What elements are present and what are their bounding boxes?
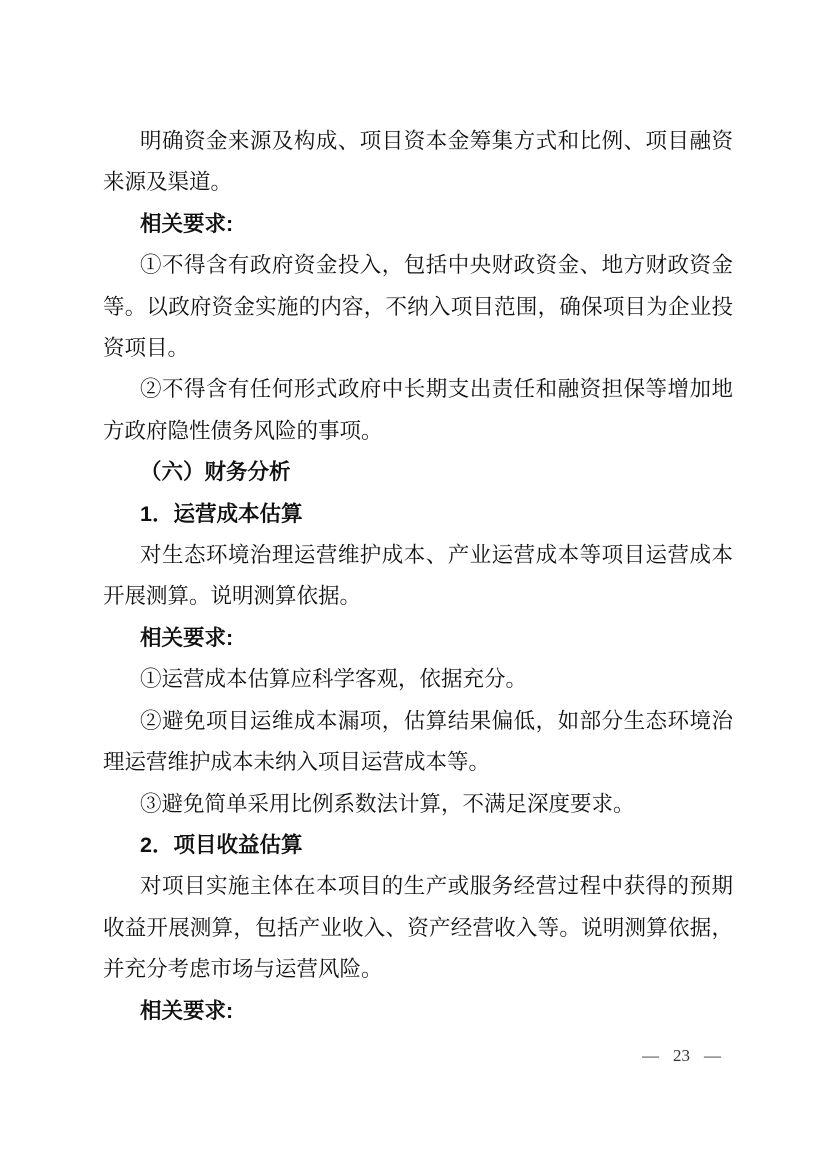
paragraph-item-avoid-omissions: ②避免项目运维成本漏项，估算结果偏低，如部分生态环境治理运营维护成本未纳入项目运营成本等。 bbox=[103, 708, 733, 775]
paragraph-funding-sources: 明确资金来源及构成、项目资本金筹集方式和比例、项目融资来源及渠道。 bbox=[103, 129, 733, 195]
paragraph-revenue-estimate-body: 对项目实施主体在本项目的生产或服务经营过程中获得的预期收益开展测算，包括产业收入、资产经营收入等。说明测算依据，并充分考虑市场与运营风险。 bbox=[103, 874, 733, 982]
heading-section-six-financial-analysis: （六）财务分析 bbox=[140, 460, 291, 485]
paragraph-operating-cost-body: 对生态环境治理运营维护成本、产业运营成本等项目运营成本开展测算。说明测算依据。 bbox=[103, 543, 733, 609]
heading-related-requirements-funding: 相关要求: bbox=[140, 211, 234, 236]
document-body bbox=[103, 121, 733, 1032]
page-number: 23 bbox=[673, 1046, 690, 1065]
paragraph-item-no-hidden-debt: ②不得含有任何形式政府中长期支出责任和融资担保等增加地方政府隐性债务风险的事项。 bbox=[103, 377, 733, 443]
paragraph-item-no-government-funds: ①不得含有政府资金投入，包括中央财政资金、地方财政资金等。以政府资金实施的内容，不纳入项目范围，确保项目为企业投资项目。 bbox=[103, 253, 733, 361]
footer-dash-right: — bbox=[704, 1046, 721, 1065]
paragraph-item-avoid-ratio-method: ③避免简单采用比例系数法计算，不满足深度要求。 bbox=[140, 791, 635, 816]
heading-1-operating-cost-estimate: 1．运营成本估算 bbox=[140, 501, 303, 526]
footer-dash-left: — bbox=[642, 1046, 659, 1065]
heading-related-requirements-revenue: 相关要求: bbox=[140, 998, 234, 1023]
heading-related-requirements-operating-cost: 相关要求: bbox=[140, 625, 234, 650]
page-footer bbox=[642, 1045, 721, 1067]
paragraph-item-scientific-objective: ①运营成本估算应科学客观，依据充分。 bbox=[140, 667, 528, 692]
heading-2-project-revenue-estimate: 2．项目收益估算 bbox=[140, 832, 303, 857]
